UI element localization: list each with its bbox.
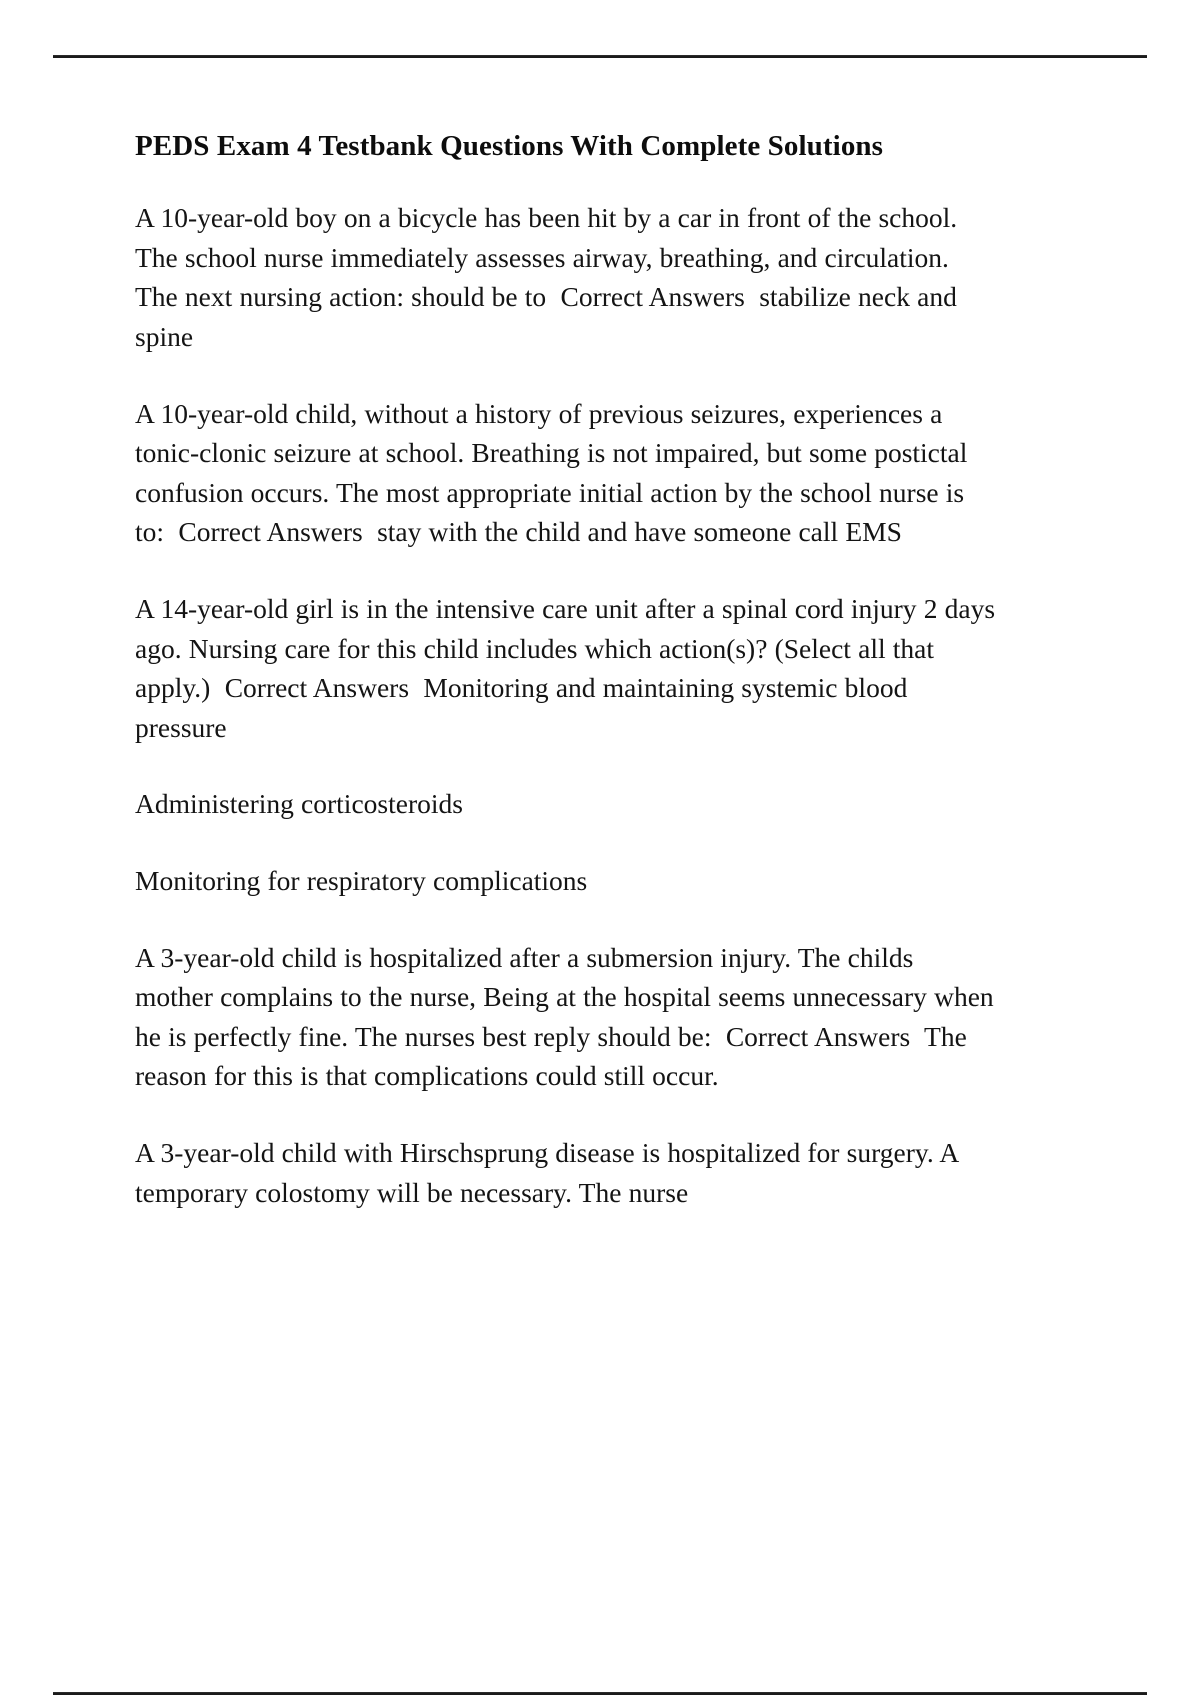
paragraph-question-5: A 3-year-old child with Hirschsprung disease is hospitalized for surgery. A temporary colostomy will be necessary. The nurse (135, 1136, 965, 1208)
paragraph-question-2: A 10-year-old child, without a history of previous seizures, experiences a tonic-clonic seizure at school. Breathing is not impaired, but some postictal confusion occurs. The most appropriate initial action by the school nurse is to: Correct Answers stay with the child and have someone call EMS (135, 397, 975, 548)
paragraph-answer-option-respiratory: Monitoring for respiratory complications (135, 864, 588, 896)
paragraph-question-1: A 10-year-old boy on a bicycle has been hit by a car in front of the school. The school nurse immediately assesses airway, breathing, and circulation. The next nursing action: should be to Correct Answers stabilize neck and spine (135, 202, 965, 353)
document-body (135, 128, 1003, 1212)
paragraph-question-4: A 3-year-old child is hospitalized after a submersion injury. The childs mother complains to the nurse, Being at the hospital seems unnecessary when he is perfectly fine. The nurses best reply should be: Correct Answers The reason for this is that complications could still occur. (135, 941, 1001, 1092)
page-title: PEDS Exam 4 Testbank Questions With Complete Solutions (135, 130, 884, 162)
page-bottom-rule (53, 1692, 1147, 1695)
paragraph-answer-option-corticosteroids: Administering corticosteroids (135, 788, 463, 820)
paragraph-question-3: A 14-year-old girl is in the intensive care unit after a spinal cord injury 2 days ago. Nursing care for this child includes which action(s)? (Select all that apply.) Correct Answers Monitoring and maintaining systemic blood pressure (135, 593, 1003, 743)
page-top-rule (53, 55, 1147, 58)
